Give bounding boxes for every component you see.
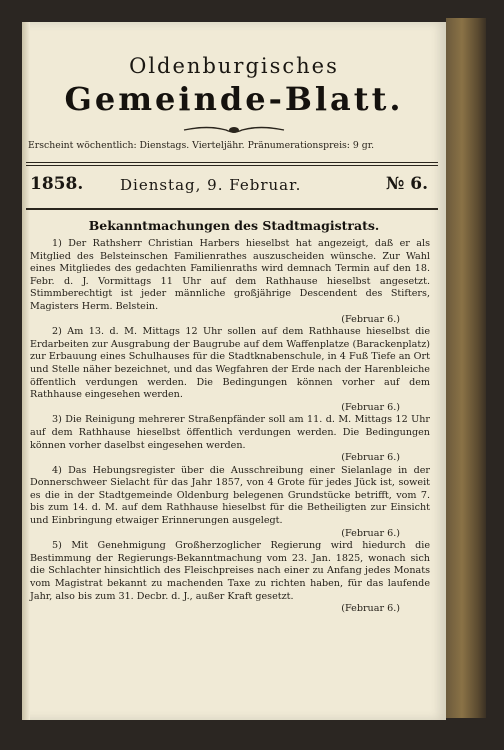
rule-dateline <box>26 208 438 210</box>
rule-top-2 <box>26 165 438 166</box>
issue-number: № 6. <box>385 174 428 194</box>
announcement-date-ref: (Februar 6.) <box>341 313 400 325</box>
announcement-paragraph: 4) Das Hebungsregister über die Ausschreibung einer Sielanlage in der Donnerschweer Sielacht für das Jahr 1857, von 4 Grote für jedes Jück ist, soweit es die in der Stadtgemeinde Oldenburg belegenen Grundstücke betrifft, vom 7. bis zum 14. d. M. auf dem Rathhause hieselbst für die Betheiligten zur Einsicht und Einbringung etwaiger Erinnerungen ausgelegt. <box>30 464 430 527</box>
issue-year: 1858. <box>30 174 84 194</box>
issue-date: Dienstag, 9. Februar. <box>120 176 302 194</box>
announcement-date-ref: (Februar 6.) <box>341 401 400 413</box>
masthead-title: Gemeinde-Blatt. <box>64 80 404 118</box>
announcement-date-ref: (Februar 6.) <box>341 527 400 539</box>
announcements-body <box>30 238 430 616</box>
announcement-date-ref: (Februar 6.) <box>341 603 400 615</box>
publication-info: Erscheint wöchentlich: Dienstags. Vierteljähr. Pränumerationspreis: 9 gr. <box>28 140 375 151</box>
book-cover-edge <box>446 18 486 718</box>
announcement-paragraph: 5) Mit Genehmigung Großherzoglicher Regierung wird hiedurch die Bestimmung der Regierungs-Bekanntmachung vom 23. Jan. 1825, wonach sich die Schlachter hinsichtlich des Fleischpreises nach einer zu Anfang jedes Monats vom Magistrat bekannt zu machenden Taxe zu richten haben, für das laufende Jahr, also bis zum 31. Decbr. d. J., außer Kraft gesetzt. <box>30 540 430 602</box>
announcement-date-ref: (Februar 6.) <box>341 452 400 464</box>
announcement-paragraph: 3) Die Reinigung mehrerer Straßenpfänder soll am 11. d. M. Mittags 12 Uhr auf dem Rathhause hieselbst öffentlich verdungen werden. Die Bedingungen können vorher daselbst eingesehen werden. <box>30 414 430 451</box>
section-heading: Bekanntmachungen des Stadtmagistrats. <box>88 218 380 233</box>
dateline <box>30 174 436 198</box>
page-binding-shadow <box>22 22 30 720</box>
ornament-divider <box>182 124 286 136</box>
newspaper-page <box>22 22 446 720</box>
masthead-line1: Oldenburgisches <box>129 54 339 78</box>
announcement-paragraph: 2) Am 13. d. M. Mittags 12 Uhr sollen auf dem Rathhause hieselbst die Erdarbeiten zur Ausgrabung der Baugrube auf dem Waffenplatze (Barackenplatz) zur Erbauung eines Schulhauses für die Stadtknabenschule, in 4 Fuß Tiefe an Ort und Stelle näher bezeichnet, und das Wegfahren der Erde nach der Harenbleiche öffentlich verdungen werden. Die Bedingungen können vorher auf dem Rathhause eingesehen werden. <box>30 326 430 401</box>
announcement-paragraph: 1) Der Rathsherr Christian Harbers hieselbst hat angezeigt, daß er als Mitglied des Belsteinschen Familienrathes auszuscheiden wünsche. Zur Wahl eines Mitgliedes des gedachten Familienraths wird demnach Termin auf den 18. Febr. d. J. Vormittags 11 Uhr auf dem Rathhause hieselbst angesetzt. Stimmberechtigt ist jeder männliche großjährige Descendent des Stifters, Magisters Herm. Belstein. <box>30 238 430 312</box>
rule-top <box>26 162 438 163</box>
